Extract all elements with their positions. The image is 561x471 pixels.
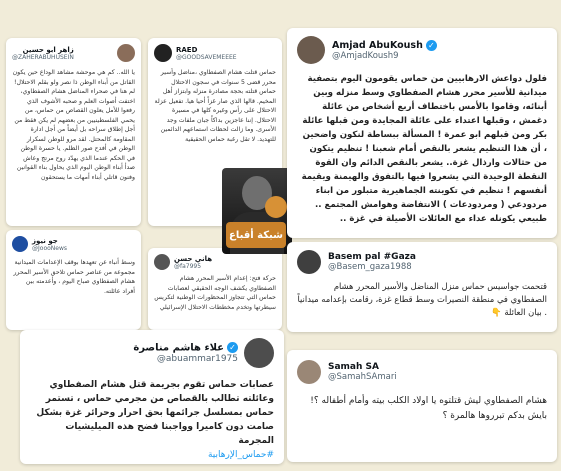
watermark-text: شبكة أقباع xyxy=(229,229,283,241)
avatar[interactable] xyxy=(297,250,321,274)
tweet-text: وسط أنباء عن تعهدها بوقف الإعدامات الميدانية مجموعة من عناصر حماس تلاحق الأسير المحرر هشام الصفطاوي صباح اليوم ، وأعدمته بين أفراد عائلته. xyxy=(13,259,135,295)
author-handle: @abuammar1975 xyxy=(156,353,238,364)
author-handle: @SamahSAmari xyxy=(328,372,397,382)
author-handle: @fa7995 xyxy=(174,262,202,270)
author-name: RAED xyxy=(176,45,198,54)
tweet-card-hani[interactable] xyxy=(148,248,282,330)
megaphone-icon xyxy=(265,196,287,218)
tweet-card-alaa[interactable] xyxy=(20,330,284,464)
tweet-text: عصابات حماس تقوم بجريمة قتل هشام الصفطاوي وعائلته تطالب بالقصاص من مجرمي حماس ، تستمر حماس بمسلسل جرائمها بحق احرار وحرائر غزة بشكل صامت دون كاميرا وواجبنا فضح هذه الميليشيات المجرمة xyxy=(36,380,274,446)
watermark-logo xyxy=(226,222,286,248)
author-handle: @JoooNews xyxy=(32,244,67,252)
tweet-text: يا الله.. كم هي موحشة مشاهد الوداع حين يكون القاتل من أبناء الوطن ذا نصر ولو بقلم الاحتلال! لم هنا في صحراء المناضل هشام الصفطاوي، اختفت أصوات العلم و صحبه الأشوف الذي رفعوا للأمل يعلون القصاص من حماس، من يحمي الفلسطينيين من بعضهم لم يكن فقط من أجل إطلاق سراحه بل أيضاً من أجل ادارة المقاومة كالمحتل. لقد مرو للوطن لسكرار الوطن في أفدح صور الظلم. يا حسرة الوطن في الحكم عندما الذي يهدّد روح مرتج وعاش صدأ أبناء الوطن اليوم الذي يحاول بناء القوانين وفنون قاتلي أبناء أمهات ما يستحقون xyxy=(12,69,135,181)
tweet-card-basem[interactable] xyxy=(287,242,557,332)
avatar[interactable] xyxy=(297,36,325,64)
tweet-header xyxy=(154,44,276,62)
author-name: زاهر ابو حسين xyxy=(22,45,74,54)
tweet-header xyxy=(297,250,547,274)
tweet-header xyxy=(30,338,274,368)
tweet-card-amjad[interactable] xyxy=(287,28,557,238)
author-name: جو نيوز xyxy=(32,236,58,245)
tweet-card-joonews[interactable] xyxy=(6,230,141,330)
tweet-header xyxy=(297,360,547,384)
author-name: Samah SA xyxy=(328,362,379,372)
tweet-text: هشام الصفطاوي ليش قتلتوه يا اولاد الكلب بيته وأمام أطفاله ؟! بايش بدكم تبرروها هالمرة ؟ xyxy=(310,396,547,421)
author-name: Basem pal #Gaza xyxy=(328,252,416,262)
tweet-header xyxy=(154,254,276,270)
tweet-card-zaher[interactable] xyxy=(6,38,141,226)
tweet-header xyxy=(12,236,135,252)
verified-icon: ✓ xyxy=(426,40,437,51)
avatar[interactable] xyxy=(12,236,28,252)
avatar[interactable] xyxy=(154,254,170,270)
author-handle: @ZAHERABUHUSEIN xyxy=(12,53,74,61)
avatar[interactable] xyxy=(244,338,274,368)
tweet-text: قتحمت جواسيس حماس منزل المناضل والأسير المحرر هشام الصفطاوي في منطقة النصيرات وسط قطاع غزة، رقامت بإعدامه ميدانياً . بيان العائلة 👇 xyxy=(297,281,547,317)
avatar[interactable] xyxy=(117,44,135,62)
author-handle: @GOODSAVEMEEEE xyxy=(176,53,237,61)
author-handle: @AmjadKoush9 xyxy=(332,50,399,61)
tweet-text: حركة فتح: إعدام الأسير المحرر هشام الصفطاوي يكشف الوجه الحقيقي لعصابات حماس التي تتجاوز المحظورات الوطنية لتكريس سيطرتها وتخدم مخططات الاحتلال الإسرائيلي xyxy=(154,275,276,311)
verified-icon: ✓ xyxy=(227,342,238,353)
avatar[interactable] xyxy=(154,44,172,62)
author-name: علاء هاشم مناصرة xyxy=(133,342,224,354)
tweet-text: حماس قتلت هشام الصفطاوي ،مناضل وأسير محرر قضى 5 سنوات في سجون الاحتلال حماس قتلته بحجة مصادرة منزله وابتزاز أهل المخيم. قالها الذي صار غزاً أحيا هيا. تفعيل عزلة الاحتلال على رأس وغيره كلها في مسيرة الاحتلال. إننا عاجزين بداكاً جبان ملفات وجد الأسرى. وما زالت لحظات استماعهم الدائمين للتهديد. لا تقل رغبة حماس الحقيقية xyxy=(154,69,276,143)
author-name: هاني حسن xyxy=(174,254,213,263)
author-name: Amjad AbuKoush xyxy=(332,39,423,51)
tweet-text: فلول دواعش الارهابيين من حماس يقومون اليوم بتصفية ميدانية للأسير محرر هشام الصفطاوي وسط منزله وبين أبنائه، وقاموا بالأمس باختطاف أربع أشخاص من عائلة دغمش ، وقبلها اعتداء على عائلة المجايدة ومن قبلها عائلة بكر ومن قبلهم ابو عمرة ! المسألة ببساطة لنكون واضحين ، أن هذا التنظيم يشعر بالنقص أمام شعبنا ! تنظيم يتكون من حثالات وارذال غزة.. يشعر بالنقص الدائم وان القوة النقطة الوحيدة التي يشعروا فيها بالتفوق والهيمنة ويقيمة أنفسهم ! تنظيم في تكوينته الجماهيرية متبلور من ابناء مردودعي ( ومردودعات ) الانتفاضة وهوامش المجتمع .. طبيعي يكونله عداء مع العائلات الأصيلة في غزة .. xyxy=(301,74,547,224)
avatar[interactable] xyxy=(297,360,321,384)
author-handle: @Basem_gaza1988 xyxy=(328,262,412,272)
hashtag-link[interactable]: #حماس_الإرهابية xyxy=(207,450,274,460)
tweet-card-samah[interactable] xyxy=(287,350,557,462)
tweet-header xyxy=(297,36,547,64)
tweet-header xyxy=(12,44,135,62)
